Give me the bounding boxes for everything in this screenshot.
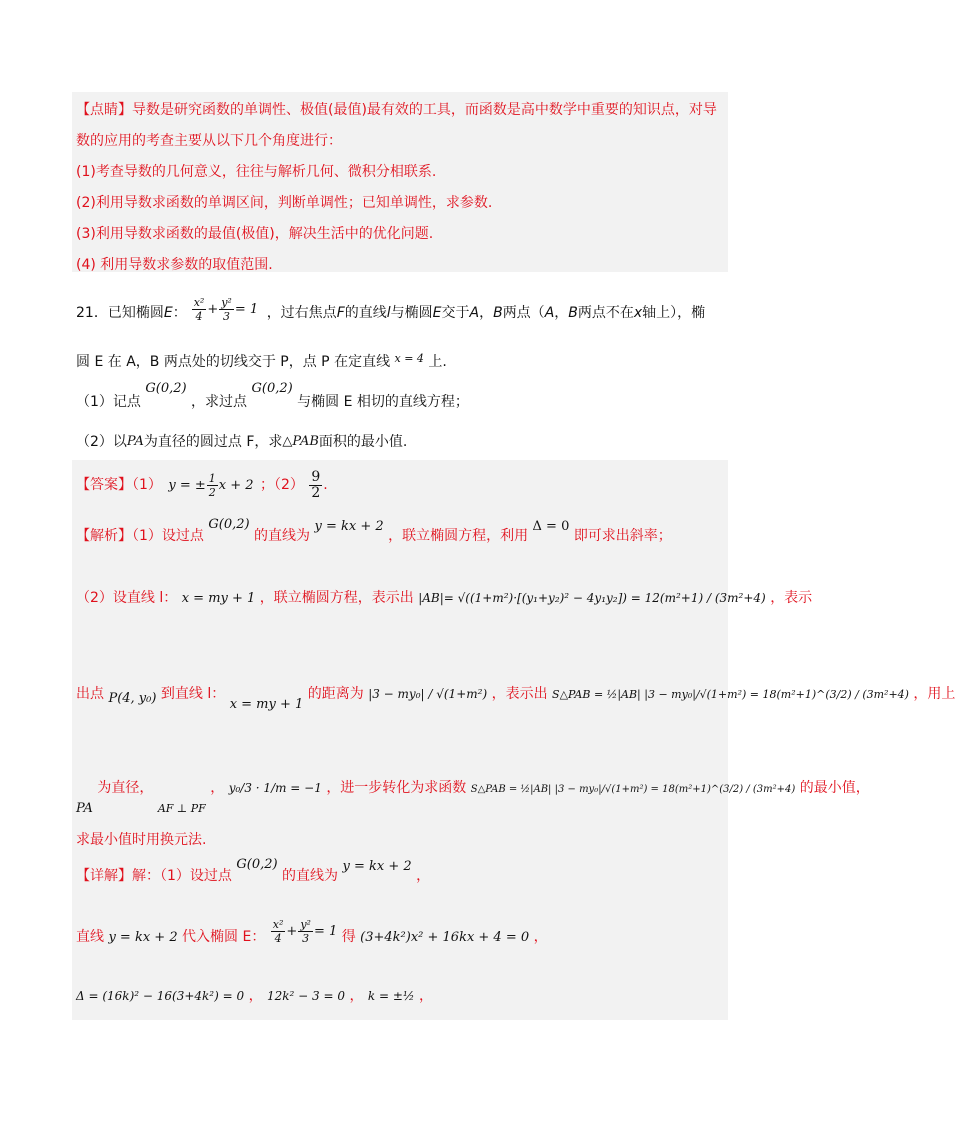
delta-zero: Δ = 0: [532, 519, 570, 534]
segment-PA: PA: [126, 434, 144, 449]
AF-perpendicular-PF: AF ⊥ PF: [157, 802, 206, 815]
analysis-line-2: （2）设直线 l： x = my + 1 ，联立椭圆方程，表示出 |AB|= √((1+m²)·[(y₁+y₂)² − 4y₁y₂]) = 12(m²+1) / (3m²+4) ，表示: [76, 590, 813, 606]
hint-line-3: (1)考查导数的几何意义，往往与解析几何、微积分相联系.: [76, 164, 437, 180]
ellipse-equation: $\frac{\text{x²}}{4}$ + $\frac{\text{y²}}{3}$ = 1: [272, 918, 338, 945]
analysis-line-3: 出点 P(4, y₀) 到直线 l： x = my + 1 的距离为 |3 − my₀| / √(1+m²) ，表示出 S△PAB = ½|AB| |3 − my₀|/√(1+m²) = 18(m²+1)^(3/2) / (3m²+4) ，用上: [76, 686, 955, 712]
slope-product: y₀/3 · 1/m = −1: [228, 781, 322, 795]
analysis-line-5: 求最小值时用换元法.: [76, 832, 207, 848]
problem-line-2: 圆 E 在 A，B 两点处的切线交于 P，点 P 在定直线 $^{x = 4}$ 上.: [76, 352, 447, 370]
k-value: k = ±½: [367, 989, 415, 1003]
point-G: G(0,2): [236, 857, 278, 872]
substituted-equation: (3+4k²)x² + 16kx + 4 = 0: [360, 930, 530, 945]
analysis-line-1: 【解析】（1）设过点 G(0,2) 的直线为 y = kx + 2 ，联立椭圆方程，利用 Δ = 0 即可求出斜率；: [76, 517, 672, 544]
hint-line-5: (3)利用导数求函数的最值(极值)，解决生活中的优化问题.: [76, 226, 434, 242]
point-G: G(0,2): [251, 381, 293, 396]
hint-line-2: 数的应用的考查主要从以下几个角度进行：: [76, 133, 342, 149]
area-expression: S△PAB = ½|AB| |3 − my₀|/√(1+m²) = 18(m²+1)^(3/2) / (3m²+4): [552, 688, 909, 701]
line-x-equals-4: x = 4: [394, 352, 424, 365]
answer-2-value: $\frac{9}{2}$: [311, 469, 321, 501]
question-2: （2）以PA为直径的圆过点 F，求△PAB面积的最小值.: [76, 434, 408, 450]
line-y-kx-plus-2: y = kx + 2: [108, 930, 178, 945]
ellipse-equation: $\frac{\text{x²}}{4}$ + $\frac{\text{y²}}{3}$ = 1: [193, 296, 259, 323]
detail-line-2: 直线 y = kx + 2 代入椭圆 E： $\frac{\text{x²}}{4}$ + $\frac{\text{y²}}{3}$ = 1 得 (3+4k²)x² + 16kx + 4 = 0 ，: [76, 918, 548, 945]
area-function: S△PAB = ½|AB| |3 − my₀|/√(1+m²) = 18(m²+1)^(3/2) / (3m²+4): [470, 784, 796, 795]
point-G: G(0,2): [145, 381, 187, 396]
triangle-PAB: △PAB: [282, 434, 319, 449]
line-x-my-plus-1: x = my + 1: [181, 591, 256, 606]
hint-line-1: 【点睛】导数是研究函数的单调性、极值(最值)最有效的工具，而函数是高中数学中重要的知识点，对导: [76, 102, 717, 118]
segment-PA: PA: [76, 801, 93, 816]
problem-line-1: 21．已知椭圆E： $\frac{\text{x²}}{4}$ + $\frac{\text{y²}}{3}$ = 1 ，过右焦点F的直线l与椭圆E交于A，B两点（A，B两点不在x轴上），椭: [76, 296, 706, 323]
point-G: G(0,2): [208, 517, 250, 532]
answer-1-expression: y = ± $\frac{1}{2}$ x + 2: [168, 472, 254, 499]
discriminant-equation: Δ = (16k)² − 16(3+4k²) = 0: [76, 989, 245, 1003]
k-quadratic: 12k² − 3 = 0: [267, 989, 346, 1003]
hint-line-6: (4) 利用导数求参数的取值范围.: [76, 257, 273, 273]
line-x-my-plus-1: x = my + 1: [229, 697, 304, 712]
detail-line-1: 【详解】解：（1）设过点 G(0,2) 的直线为 y = kx + 2 ，: [76, 857, 431, 884]
point-P: P(4, y₀): [108, 691, 157, 706]
answer-line: 【答案】（1） y = ± $\frac{1}{2}$ x + 2 ；（2） $\frac{9}{2}$ .: [76, 469, 328, 501]
line-y-kx-plus-2: y = kx + 2: [314, 519, 384, 534]
distance-expression: |3 − my₀| / √(1+m²): [368, 687, 488, 701]
detail-line-3: Δ = (16k)² − 16(3+4k²) = 0 ， 12k² − 3 = 0 ， k = ±½ ，: [76, 988, 434, 1004]
hint-line-4: (2)利用导数求函数的单调区间，判断单调性；已知单调性，求参数.: [76, 195, 493, 211]
question-1: （1）记点 G(0,2) ，求过点 G(0,2) 与椭圆 E 相切的直线方程；: [76, 381, 469, 410]
AB-length-expression: |AB|= √((1+m²)·[(y₁+y₂)² − 4y₁y₂]) = 12(m²+1) / (3m²+4): [418, 591, 766, 605]
line-y-kx-plus-2: y = kx + 2: [342, 859, 412, 874]
analysis-line-4: PA 为直径， $_{AF \perp PF}$ ， y₀/3 · 1/m = −1 ，进一步转化为求函数 S△PAB = ½|AB| |3 − my₀|/√(1+m²) = 18(m²+1)^(3/2) / (3m²+4) 的最小值，: [76, 780, 870, 816]
